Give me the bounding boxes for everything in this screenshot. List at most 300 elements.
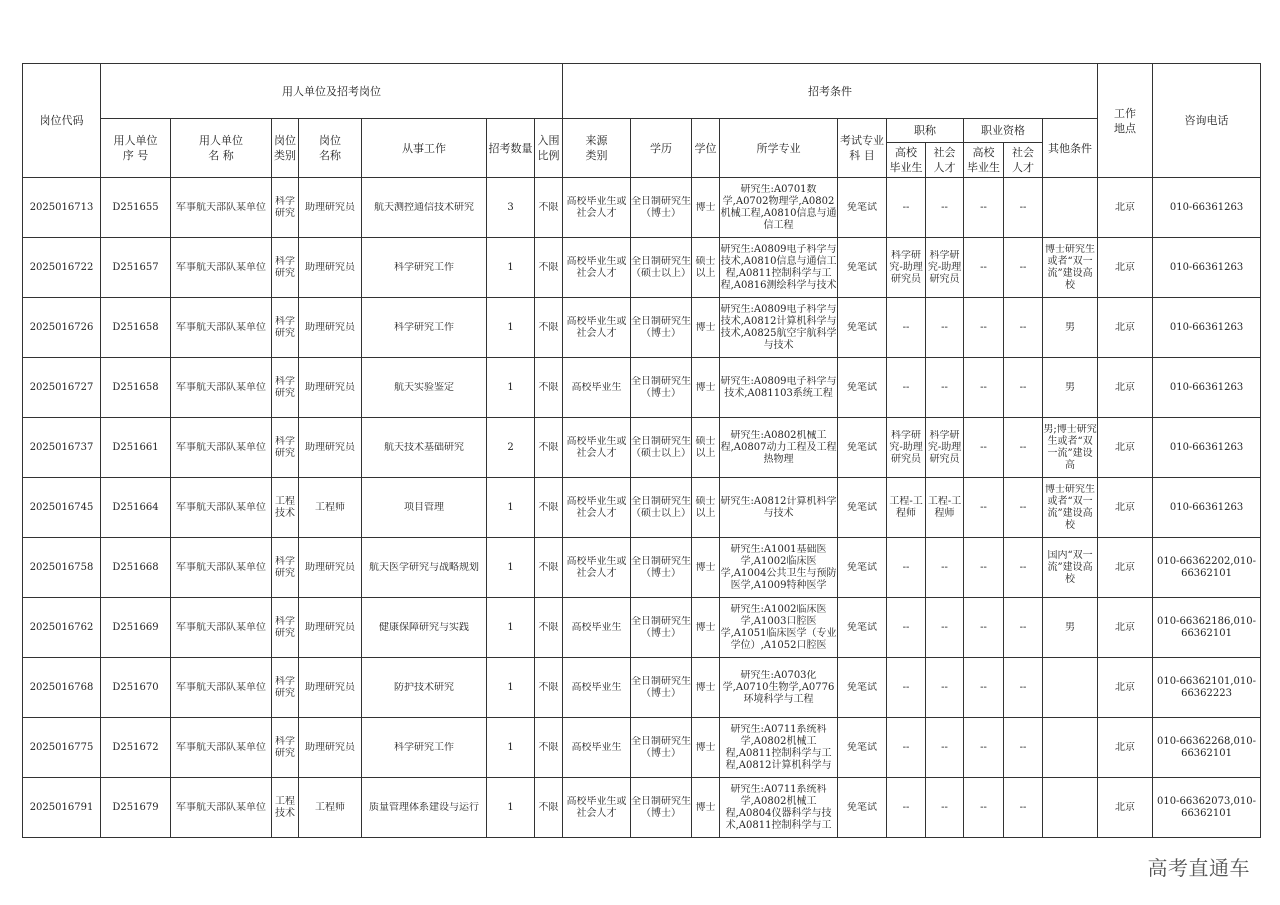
cell-quota (487, 658, 535, 718)
cell-location-text: 北京 (1115, 261, 1136, 273)
cell-unit-seq (101, 418, 171, 478)
cell-other (1043, 538, 1098, 598)
cell-phone-text: 010-66361263 (1169, 441, 1244, 453)
cell-ratio-text: 不限 (538, 321, 559, 333)
cell-source-text: 高校毕业生 (571, 681, 622, 693)
cell-unit-name-text: 军事航天部队某单位 (176, 621, 266, 633)
cell-work (362, 178, 487, 238)
cell-unit-name (171, 778, 272, 838)
table-row (23, 658, 1261, 718)
cell-location (1098, 658, 1153, 718)
cell-work-text: 健康保障研究与实践 (379, 621, 469, 633)
header-title-social: 社会 人才 (926, 143, 964, 178)
cell-major-text: 研究生:A0703化学,A0710生物学,A0776环境科学与工程 (722, 669, 835, 705)
cell-source (563, 298, 631, 358)
cell-title-social-text: -- (941, 381, 948, 393)
cell-ratio-text: 不限 (538, 681, 559, 693)
cell-post-type-text: 科学研究 (275, 255, 295, 279)
cell-title-social (926, 778, 964, 838)
cell-code (23, 718, 101, 778)
cell-quota-text: 2 (507, 441, 514, 453)
cell-code-text: 2025016727 (29, 381, 94, 393)
cell-title-social-text: 科学研究-助理研究员 (927, 249, 962, 285)
cell-work-text: 科学研究工作 (394, 321, 454, 333)
cell-qual-social-text: -- (1019, 681, 1027, 693)
cell-education-text: 全日制研究生（博士） (631, 615, 692, 639)
cell-qual-grad-text: -- (980, 441, 987, 453)
cell-exam-text: 免笔试 (847, 561, 878, 573)
cell-source-text: 高校毕业生或社会人才 (566, 195, 627, 219)
cell-ratio-text: 不限 (538, 561, 559, 573)
cell-education (631, 478, 692, 538)
cell-title-social-text: -- (941, 801, 948, 813)
cell-work (362, 358, 487, 418)
cell-other (1043, 418, 1098, 478)
cell-post-type-text: 科学研究 (275, 315, 295, 339)
table-row (23, 478, 1261, 538)
cell-qual-social (1004, 298, 1043, 358)
cell-work (362, 298, 487, 358)
cell-location (1098, 298, 1153, 358)
table-row (23, 238, 1261, 298)
cell-phone (1153, 178, 1261, 238)
cell-qual-social (1004, 478, 1043, 538)
cell-phone (1153, 538, 1261, 598)
cell-unit-seq-text: D251661 (112, 441, 159, 453)
cell-phone (1153, 358, 1261, 418)
cell-post-type-text: 科学研究 (275, 615, 295, 639)
cell-other-text: 博士研究生或者“双一流”建设高校 (1045, 483, 1096, 531)
cell-ratio-text: 不限 (538, 261, 559, 273)
cell-post-name-text: 助理研究员 (305, 621, 355, 633)
cell-title-social-text: -- (941, 741, 948, 753)
cell-ratio (535, 538, 563, 598)
header-qual-group: 职业资格 (964, 119, 1043, 143)
cell-unit-name (171, 718, 272, 778)
cell-unit-name (171, 178, 272, 238)
cell-title-social-text: -- (941, 621, 948, 633)
cell-code-text: 2025016768 (29, 681, 94, 693)
cell-exam (838, 778, 887, 838)
cell-post-name-text: 助理研究员 (305, 561, 355, 573)
cell-location (1098, 418, 1153, 478)
cell-degree-text: 硕士以上 (695, 435, 716, 459)
header-post-name: 岗位 名称 (299, 119, 362, 178)
cell-post-name (299, 178, 362, 238)
cell-phone-text: 010-66361263 (1169, 321, 1244, 333)
cell-post-name (299, 238, 362, 298)
cell-location (1098, 778, 1153, 838)
cell-code (23, 598, 101, 658)
cell-code (23, 538, 101, 598)
table-row (23, 778, 1261, 838)
cell-unit-name (171, 598, 272, 658)
cell-source (563, 658, 631, 718)
cell-education-text: 全日制研究生（博士） (631, 375, 692, 399)
cell-location-text: 北京 (1115, 501, 1136, 513)
cell-qual-grad (964, 538, 1004, 598)
header-work: 从事工作 (362, 119, 487, 178)
cell-qual-grad (964, 658, 1004, 718)
cell-qual-grad-text: -- (980, 561, 987, 573)
cell-post-name (299, 778, 362, 838)
cell-title-social (926, 598, 964, 658)
cell-unit-name-text: 军事航天部队某单位 (176, 261, 266, 273)
cell-degree (692, 238, 720, 298)
cell-code-text: 2025016726 (29, 321, 94, 333)
cell-unit-seq (101, 238, 171, 298)
cell-qual-grad-text: -- (980, 201, 987, 213)
cell-other (1043, 658, 1098, 718)
cell-unit-seq-text: D251658 (112, 321, 159, 333)
cell-ratio-text: 不限 (538, 801, 559, 813)
cell-quota-text: 1 (507, 561, 514, 573)
cell-title-grad-text: -- (902, 321, 910, 333)
header-ratio: 入围 比例 (535, 119, 563, 178)
cell-title-social (926, 298, 964, 358)
cell-major (720, 178, 838, 238)
cell-source-text: 高校毕业生或社会人才 (566, 255, 627, 279)
cell-title-social (926, 178, 964, 238)
cell-phone (1153, 718, 1261, 778)
cell-qual-grad-text: -- (980, 621, 987, 633)
cell-unit-seq-text: D251655 (112, 201, 159, 213)
cell-title-social (926, 418, 964, 478)
cell-code (23, 178, 101, 238)
cell-education (631, 598, 692, 658)
cell-other-text: 男 (1065, 621, 1076, 633)
cell-unit-seq (101, 598, 171, 658)
header-post-type: 岗位 类别 (272, 119, 299, 178)
cell-ratio (535, 658, 563, 718)
cell-post-name-text: 助理研究员 (305, 261, 355, 273)
cell-major (720, 778, 838, 838)
cell-major-text: 研究生:A0711系统科学,A0802机械工程,A0811控制科学与工程,A0812计算机科学与 (725, 723, 832, 771)
cell-degree (692, 358, 720, 418)
cell-unit-seq-text: D251669 (112, 621, 159, 633)
cell-unit-name (171, 658, 272, 718)
cell-phone (1153, 598, 1261, 658)
cell-title-grad (887, 298, 926, 358)
cell-phone-text: 010-66362073,010-66362101 (1157, 795, 1257, 819)
cell-post-name (299, 478, 362, 538)
cell-exam (838, 358, 887, 418)
cell-post-type (272, 778, 299, 838)
cell-title-grad-text: 科学研究-助理研究员 (889, 429, 923, 465)
cell-qual-social (1004, 598, 1043, 658)
cell-exam (838, 238, 887, 298)
cell-source-text: 高校毕业生 (571, 621, 622, 633)
cell-education (631, 238, 692, 298)
watermark: 高考直通车 (1147, 856, 1250, 880)
cell-code-text: 2025016775 (29, 741, 94, 753)
cell-unit-seq (101, 178, 171, 238)
cell-title-social (926, 238, 964, 298)
cell-location-text: 北京 (1115, 801, 1136, 813)
cell-qual-grad (964, 478, 1004, 538)
cell-major-text: 研究生:A0812计算机科学与技术 (720, 495, 837, 519)
cell-qual-social-text: -- (1019, 261, 1027, 273)
cell-qual-social (1004, 418, 1043, 478)
cell-post-type (272, 718, 299, 778)
cell-exam (838, 298, 887, 358)
cell-ratio (535, 298, 563, 358)
cell-location (1098, 598, 1153, 658)
cell-qual-social (1004, 238, 1043, 298)
table-row (23, 178, 1261, 238)
cell-qual-grad (964, 178, 1004, 238)
cell-post-type (272, 598, 299, 658)
cell-major (720, 538, 838, 598)
cell-ratio (535, 238, 563, 298)
cell-location (1098, 538, 1153, 598)
cell-major (720, 358, 838, 418)
cell-degree (692, 538, 720, 598)
cell-unit-seq (101, 718, 171, 778)
cell-education (631, 538, 692, 598)
cell-title-grad-text: -- (902, 741, 910, 753)
cell-education-text: 全日制研究生（博士） (631, 315, 692, 339)
header-employer-group: 用人单位及招考岗位 (101, 64, 563, 119)
cell-degree (692, 658, 720, 718)
cell-title-grad-text: -- (902, 561, 910, 573)
cell-major-text: 研究生:A0802机械工程,A0807动力工程及工程热物理 (720, 429, 837, 465)
cell-post-type (272, 538, 299, 598)
cell-post-type (272, 178, 299, 238)
cell-location (1098, 358, 1153, 418)
cell-qual-grad-text: -- (980, 801, 987, 813)
cell-location-text: 北京 (1115, 561, 1136, 573)
cell-code-text: 2025016745 (29, 501, 94, 513)
cell-qual-grad (964, 718, 1004, 778)
cell-post-type-text: 科学研究 (275, 735, 295, 759)
cell-post-type (272, 478, 299, 538)
cell-phone-text: 010-66362101,010-66362223 (1157, 675, 1257, 699)
table-row (23, 718, 1261, 778)
cell-education (631, 778, 692, 838)
cell-degree-text: 博士 (695, 381, 716, 393)
cell-unit-seq (101, 358, 171, 418)
cell-title-grad (887, 478, 926, 538)
cell-qual-grad-text: -- (980, 501, 987, 513)
cell-post-name-text: 工程师 (315, 801, 345, 813)
cell-unit-name-text: 军事航天部队某单位 (176, 561, 266, 573)
cell-degree-text: 博士 (695, 201, 716, 213)
cell-code-text: 2025016737 (29, 441, 94, 453)
cell-post-name (299, 718, 362, 778)
cell-post-name-text: 助理研究员 (305, 441, 355, 453)
cell-education-text: 全日制研究生（硕士以上） (631, 255, 692, 279)
cell-ratio-text: 不限 (538, 441, 559, 453)
cell-qual-grad-text: -- (980, 381, 987, 393)
cell-phone-text: 010-66361263 (1169, 381, 1244, 393)
cell-other (1043, 358, 1098, 418)
cell-phone (1153, 778, 1261, 838)
cell-qual-social-text: -- (1019, 441, 1027, 453)
cell-unit-seq-text: D251657 (112, 261, 159, 273)
cell-post-type-text: 科学研究 (275, 555, 295, 579)
cell-other (1043, 298, 1098, 358)
cell-ratio (535, 778, 563, 838)
cell-post-type (272, 418, 299, 478)
cell-qual-grad (964, 358, 1004, 418)
cell-source (563, 598, 631, 658)
cell-title-grad-text: -- (902, 681, 910, 693)
cell-ratio-text: 不限 (538, 381, 559, 393)
cell-qual-grad-text: -- (980, 261, 987, 273)
cell-location (1098, 238, 1153, 298)
cell-ratio-text: 不限 (538, 501, 559, 513)
cell-title-social (926, 358, 964, 418)
cell-major (720, 658, 838, 718)
cell-major (720, 238, 838, 298)
table-row (23, 358, 1261, 418)
table-row (23, 598, 1261, 658)
cell-qual-social (1004, 538, 1043, 598)
cell-major-text: 研究生:A0809电子科学与技术,A0810信息与通信工程,A0811控制科学与工程,A0816测绘科学与技术 (720, 243, 837, 291)
cell-degree (692, 178, 720, 238)
cell-unit-name-text: 军事航天部队某单位 (176, 501, 266, 513)
cell-unit-name (171, 418, 272, 478)
cell-degree-text: 博士 (695, 321, 716, 333)
cell-degree-text: 博士 (695, 621, 716, 633)
cell-major-text: 研究生:A1001基础医学,A1002临床医学,A1004公共卫生与预防医学,A1009特种医学 (720, 543, 837, 591)
cell-major-text: 研究生:A0809电子科学与技术,A081103系统工程 (720, 375, 837, 399)
cell-degree-text: 硕士以上 (695, 255, 716, 279)
cell-exam (838, 418, 887, 478)
cell-degree (692, 298, 720, 358)
cell-education-text: 全日制研究生（博士） (631, 555, 692, 579)
cell-quota (487, 358, 535, 418)
cell-work-text: 科学研究工作 (394, 741, 454, 753)
cell-post-type-text: 科学研究 (275, 195, 295, 219)
recruitment-table (22, 63, 1261, 838)
header-source: 来源 类别 (563, 119, 631, 178)
header-unit-name: 用人单位 名 称 (171, 119, 272, 178)
cell-major-text: 研究生:A1002临床医学,A1003口腔医学,A1051临床医学（专业学位）,A1052口腔医 (720, 603, 837, 651)
cell-source (563, 178, 631, 238)
cell-work (362, 478, 487, 538)
cell-quota-text: 3 (507, 201, 514, 213)
cell-location-text: 北京 (1115, 381, 1136, 393)
cell-exam (838, 178, 887, 238)
cell-qual-social-text: -- (1019, 561, 1027, 573)
cell-source-text: 高校毕业生或社会人才 (566, 315, 627, 339)
cell-exam-text: 免笔试 (847, 441, 878, 453)
cell-unit-name (171, 238, 272, 298)
cell-work-text: 航天实验鉴定 (394, 381, 454, 393)
cell-other (1043, 478, 1098, 538)
cell-quota (487, 178, 535, 238)
cell-exam-text: 免笔试 (847, 801, 878, 813)
cell-unit-seq (101, 538, 171, 598)
cell-ratio (535, 418, 563, 478)
cell-education-text: 全日制研究生（博士） (631, 675, 692, 699)
cell-unit-seq-text: D251658 (112, 381, 159, 393)
cell-location-text: 北京 (1115, 741, 1136, 753)
cell-title-social-text: -- (941, 321, 948, 333)
cell-ratio (535, 478, 563, 538)
cell-major (720, 598, 838, 658)
header-unit-seq: 用人单位 序 号 (101, 119, 171, 178)
cell-degree-text: 博士 (695, 681, 716, 693)
cell-unit-name (171, 358, 272, 418)
cell-source-text: 高校毕业生或社会人才 (566, 795, 627, 819)
cell-education (631, 178, 692, 238)
cell-ratio (535, 358, 563, 418)
cell-title-social-text: -- (941, 201, 948, 213)
cell-post-name (299, 298, 362, 358)
header-major: 所学专业 (720, 119, 838, 178)
cell-work (362, 598, 487, 658)
cell-quota-text: 1 (507, 381, 514, 393)
cell-exam (838, 478, 887, 538)
cell-title-social (926, 478, 964, 538)
cell-other-text: 国内“双一流”建设高校 (1047, 549, 1093, 585)
cell-exam-text: 免笔试 (847, 381, 878, 393)
cell-unit-seq (101, 778, 171, 838)
cell-quota-text: 1 (507, 741, 514, 753)
cell-location-text: 北京 (1115, 321, 1136, 333)
cell-code (23, 238, 101, 298)
cell-work-text: 航天医学研究与战略规划 (369, 561, 479, 573)
cell-title-social-text: 科学研究-助理研究员 (927, 429, 962, 465)
cell-other-text: 男 (1065, 321, 1076, 333)
cell-post-name-text: 助理研究员 (305, 321, 355, 333)
cell-title-grad (887, 718, 926, 778)
cell-work (362, 658, 487, 718)
cell-education (631, 358, 692, 418)
cell-major (720, 718, 838, 778)
cell-degree-text: 博士 (695, 801, 716, 813)
cell-code-text: 2025016791 (29, 801, 94, 813)
cell-location (1098, 178, 1153, 238)
cell-quota-text: 1 (507, 261, 514, 273)
cell-qual-social-text: -- (1019, 201, 1027, 213)
cell-post-type-text: 科学研究 (275, 435, 295, 459)
header-exam: 考试专业 科 目 (838, 119, 887, 178)
cell-work (362, 418, 487, 478)
header-conditions-group: 招考条件 (563, 64, 1098, 119)
cell-major (720, 418, 838, 478)
cell-title-grad (887, 358, 926, 418)
cell-qual-grad (964, 238, 1004, 298)
cell-qual-grad-text: -- (980, 681, 987, 693)
cell-title-grad-text: -- (902, 201, 910, 213)
cell-exam (838, 718, 887, 778)
cell-title-social (926, 538, 964, 598)
cell-quota (487, 418, 535, 478)
cell-title-grad (887, 538, 926, 598)
cell-unit-name (171, 478, 272, 538)
cell-unit-name-text: 军事航天部队某单位 (176, 381, 266, 393)
cell-source (563, 238, 631, 298)
cell-work-text: 航天技术基础研究 (384, 441, 464, 453)
cell-exam-text: 免笔试 (847, 741, 878, 753)
header-other: 其他条件 (1043, 119, 1098, 178)
cell-ratio-text: 不限 (538, 621, 559, 633)
cell-location (1098, 718, 1153, 778)
table-row (23, 298, 1261, 358)
cell-post-name-text: 助理研究员 (305, 381, 355, 393)
cell-code (23, 478, 101, 538)
cell-unit-seq-text: D251664 (112, 501, 159, 513)
cell-post-name-text: 助理研究员 (305, 681, 355, 693)
cell-unit-name (171, 538, 272, 598)
cell-code (23, 778, 101, 838)
cell-qual-social-text: -- (1019, 321, 1027, 333)
cell-quota-text: 1 (507, 801, 514, 813)
